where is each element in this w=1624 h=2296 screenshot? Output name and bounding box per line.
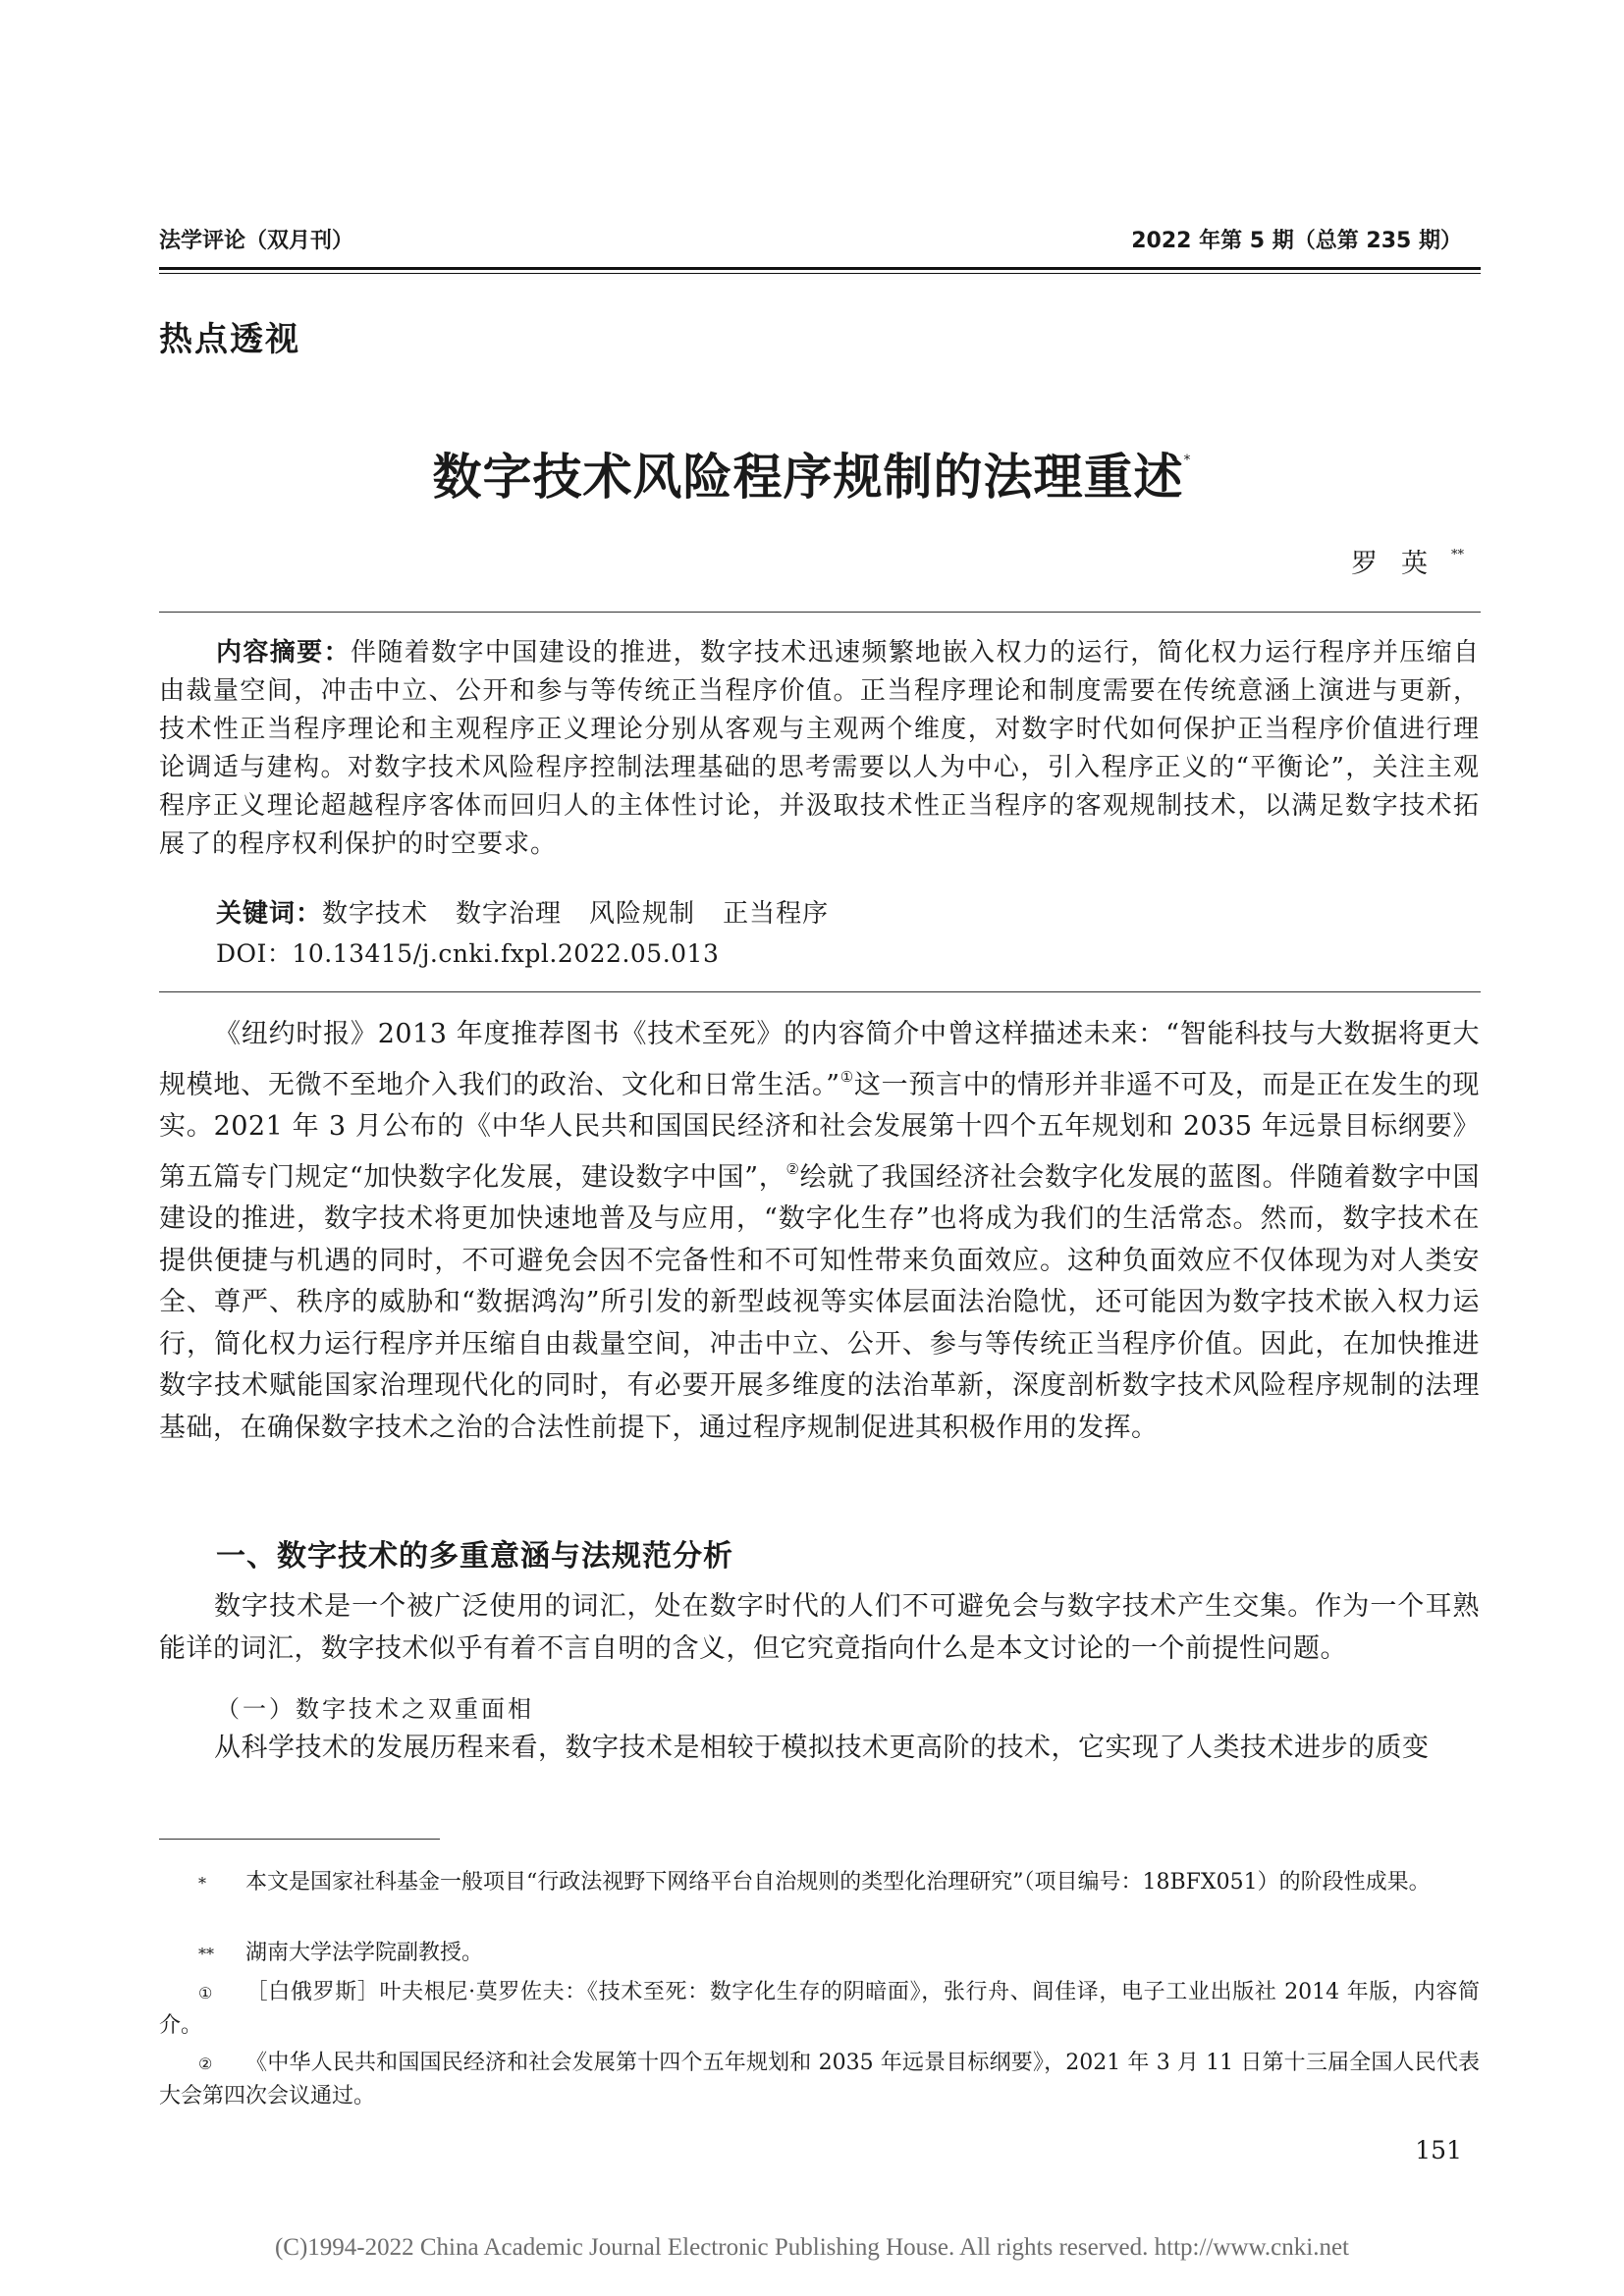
article-title — [0, 438, 1624, 508]
footnote-mark: ① — [198, 1984, 213, 2002]
keyword: 风险规制 — [589, 899, 696, 929]
keyword: 数字技术 — [322, 899, 429, 929]
footnote-rule — [159, 1839, 440, 1840]
footnote-mark: ② — [198, 2055, 213, 2073]
footnote — [159, 1976, 1480, 2042]
keywords-label: 关键词： — [216, 899, 323, 929]
subsection-heading: （一）数字技术之双重面相 — [216, 1695, 534, 1723]
keyword: 数字治理 — [456, 899, 563, 929]
author-footnote-mark: ** — [1451, 548, 1464, 562]
abstract-bottom-rule — [159, 991, 1481, 992]
paragraph-text: 《纽约时报》2013 年度推荐图书《技术至死》的内容简介中曾这样描述未来：“智能科技与大数据将更大规模地、无微不至地介入我们的政治、文化和日常生活。” — [159, 1019, 1480, 1100]
footnote-ref[interactable]: ① — [839, 1067, 854, 1086]
footnote-mark: * — [198, 1874, 206, 1893]
title-text: 数字技术风险程序规制的法理重述 — [432, 449, 1184, 506]
footnote-mark: ** — [198, 1945, 214, 1963]
author — [1351, 542, 1464, 580]
keyword: 正当程序 — [723, 899, 830, 929]
section-heading: 一、数字技术的多重意涵与法规范分析 — [216, 1539, 733, 1574]
page-number: 151 — [1415, 2136, 1462, 2164]
footnote-text: 《中华人民共和国国民经济和社会发展第十四个五年规划和 2035 年远景目标纲要》，2021 年 3 月 11 日第十三届全国人民代表大会第四次会议通过。 — [159, 2051, 1480, 2109]
footnote — [159, 2047, 1480, 2112]
section-label: 热点透视 — [159, 320, 300, 359]
footnote-text: 本文是国家社科基金一般项目“行政法视野下网络平台自治规则的类型化治理研究”（项目编号：18BFX051）的阶段性成果。 — [245, 1870, 1431, 1895]
journal-name: 法学评论（双月刊） — [159, 229, 354, 253]
header-rule — [159, 267, 1481, 270]
footnote-text: 湖南大学法学院副教授。 — [245, 1941, 484, 1965]
paragraph-text: 数字技术是一个被广泛使用的词汇，处在数字时代的人们不可避免会与数字技术产生交集。作为一个耳熟能详的词汇，数字技术似乎有着不言自明的含义，但它究竟指向什么是本文讨论的一个前提性问题。 — [159, 1591, 1480, 1664]
footnote — [159, 1937, 1480, 1970]
paragraph — [159, 1586, 1480, 1670]
footnote-ref[interactable]: ② — [785, 1159, 800, 1178]
paragraph — [159, 1014, 1480, 1449]
paragraph — [159, 1728, 1480, 1770]
copyright-notice: (C)1994-2022 China Academic Journal Electronic Publishing House. All rights reserved. http://www.cnki.net — [274, 2234, 1350, 2261]
abstract — [159, 634, 1480, 864]
abstract-text: 伴随着数字中国建设的推进，数字技术迅速频繁地嵌入权力的运行，简化权力运行程序并压缩自由裁量空间，冲击中立、公开和参与等传统正当程序价值。正当程序理论和制度需要在传统意涵上演进与更新，技术性正当程序理论和主观程序正义理论分别从客观与主观两个维度，对数字时代如何保护正当程序价值进行理论调适与建构。对数字技术风险程序控制法理基础的思考需要以人为中心，引入程序正义的“平衡论”，关注主观程序正义理论超越程序客体而回归人的主体性讨论，并汲取技术性正当程序的客观规制技术，以满足数字技术拓展了的程序权利保护的时空要求。 — [159, 638, 1480, 859]
issue-info: 2022 年第 5 期（总第 235 期） — [1131, 229, 1462, 253]
paragraph-text: 绘就了我国经济社会数字化发展的蓝图。伴随着数字中国建设的推进，数字技术将更加快速地普及与应用，“数字化生存”也将成为我们的生活常态。然而，数字技术在提供便捷与机遇的同时，不可避免会因不完备性和不可知性带来负面效应。这种负面效应不仅体现为对人类安全、尊严、秩序的威胁和“数据鸿沟”所引发的新型歧视等实体层面法治隐忧，还可能因为数字技术嵌入权力运行，简化权力运行程序并压缩自由裁量空间，冲击中立、公开、参与等传统正当程序价值。因此，在加快推进数字技术赋能国家治理现代化的同时，有必要开展多维度的法治革新，深度剖析数字技术风险程序规制的法理基础，在确保数字技术之治的合法性前提下，通过程序规制促进其积极作用的发挥。 — [159, 1161, 1481, 1443]
doi: DOI：10.13415/j.cnki.fxpl.2022.05.013 — [216, 939, 720, 968]
author-name: 罗英 — [1351, 549, 1451, 579]
paragraph-text: 这一预言中的情形并非遥不可及，而是正在发生的现实。2021 年 3 月公布的《中华人民共和国国民经济和社会发展第十四个五年规划和 2035 年远景目标纲要》第五篇专门规定“加快数字化发展，建设数字中国”， — [159, 1069, 1481, 1193]
footnote-text: ［白俄罗斯］叶夫根尼·莫罗佐夫：《技术至死：数字化生存的阴暗面》，张行舟、闾佳译，电子工业出版社 2014 年版，内容简介。 — [159, 1980, 1480, 2038]
paragraph-text: 从科学技术的发展历程来看，数字技术是相较于模拟技术更高阶的技术，它实现了人类技术进步的质变 — [214, 1733, 1430, 1763]
abstract-label: 内容摘要： — [216, 638, 351, 667]
header-rule-thin — [159, 273, 1481, 274]
title-footnote-mark: * — [1183, 453, 1192, 468]
keywords — [216, 895, 856, 934]
abstract-top-rule — [159, 612, 1481, 613]
footnote — [159, 1866, 1480, 1899]
